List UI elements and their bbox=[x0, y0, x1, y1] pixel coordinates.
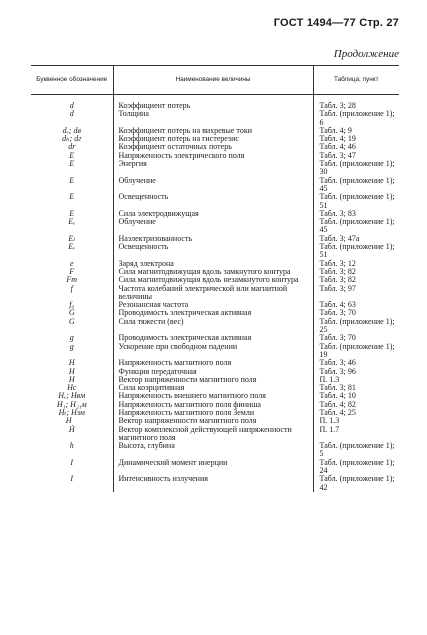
symbol-cell: f₀ bbox=[31, 301, 113, 309]
symbol-cell: H₁; H₂₁м bbox=[31, 401, 113, 409]
ref-cell: Табл. 4; 9 bbox=[319, 125, 352, 135]
symbol-cell: E bbox=[31, 152, 113, 160]
table-row bbox=[31, 243, 399, 260]
ref-cell: Табл. 4; 46 bbox=[319, 142, 356, 152]
name-cell: Коэффициент потерь bbox=[113, 95, 313, 111]
ref-cell: Табл. (приложение 1); 6 bbox=[319, 109, 395, 127]
ref-cell: Табл. 3; 83 bbox=[319, 208, 356, 218]
name-cell: Сила электродвижущая bbox=[113, 210, 313, 218]
name-cell: Напряженность магнитного поля Земли bbox=[113, 409, 313, 417]
symbol-cell: E bbox=[31, 193, 113, 210]
symbol-cell: d bbox=[31, 95, 113, 111]
name-cell: Вектор комплексной действующей напряженности магнитного поля bbox=[113, 426, 313, 443]
ref-cell: Табл. (приложение 1); 25 bbox=[319, 316, 395, 335]
ref-cell: Табл. 3; 12 bbox=[319, 258, 356, 268]
symbol-cell: F bbox=[31, 268, 113, 276]
column-header-name: Наименование величины bbox=[113, 66, 313, 95]
name-cell: Высота, глубина bbox=[113, 442, 313, 459]
ref-cell: Табл. (приложение 1); 24 bbox=[319, 457, 395, 476]
symbol-cell: Hc bbox=[31, 384, 113, 392]
table-row bbox=[31, 95, 399, 111]
symbol-cell: dₕ; dг bbox=[31, 135, 113, 143]
table-row bbox=[31, 110, 399, 127]
name-cell: Резонансная частота bbox=[113, 301, 313, 309]
ref-cell: Табл. (приложение 1); 45 bbox=[319, 175, 395, 193]
symbol-cell: Eₑ bbox=[31, 218, 113, 235]
table-row bbox=[31, 318, 399, 335]
ref-cell: Табл. 4; 25 bbox=[319, 407, 356, 417]
symbol-cell: Ḣ bbox=[31, 426, 113, 443]
name-cell: Интенсивность излучения bbox=[113, 475, 313, 492]
ref-cell: Табл. 4; 19 bbox=[319, 134, 356, 144]
symbol-cell: E bbox=[31, 160, 113, 177]
symbol-cell: H⃗ bbox=[31, 417, 113, 425]
symbol-cell: H bbox=[31, 376, 113, 384]
ref-cell: Табл. 4; 63 bbox=[319, 300, 356, 310]
name-cell: Толщина bbox=[113, 110, 313, 127]
ref-cell: Табл. 3; 97 bbox=[319, 283, 356, 293]
symbol-cell: e bbox=[31, 260, 113, 268]
name-cell: Проводимость электрическая активная bbox=[113, 309, 313, 317]
ref-cell: Табл. 3; 28 bbox=[319, 101, 356, 110]
name-cell: Проводимость электрическая активная bbox=[113, 334, 313, 342]
name-cell: Коэффициент потерь на гистерезис bbox=[113, 135, 313, 143]
name-cell: Частота колебаний электрической или магнитной величины bbox=[113, 285, 313, 302]
name-cell: Функция передаточная bbox=[113, 368, 313, 376]
ref-cell: П. 1.3 bbox=[319, 416, 340, 426]
ref-cell: Табл. 3; 82 bbox=[319, 266, 356, 276]
symbol-cell: H bbox=[31, 359, 113, 367]
name-cell: Сила магнитодвижущая вдоль незамкнутого контура bbox=[113, 276, 313, 284]
name-cell: Коэффициент потерь на вихревые токи bbox=[113, 127, 313, 135]
ref-cell: П. 1.3 bbox=[319, 374, 340, 384]
table-header-row bbox=[31, 66, 399, 95]
symbol-cell: dᵥ; dв bbox=[31, 127, 113, 135]
name-cell: Динамический момент инерции bbox=[113, 459, 313, 476]
ref-cell: Табл. (приложение 1); 51 bbox=[319, 192, 395, 210]
ref-cell: Табл. (приложение 1); 51 bbox=[319, 242, 395, 260]
ref-cell: Табл. (приложение 1); 42 bbox=[319, 474, 395, 492]
symbol-cell: E bbox=[31, 210, 113, 218]
name-cell: Энергия bbox=[113, 160, 313, 177]
name-cell: Наэлектризованность bbox=[113, 235, 313, 243]
table-row bbox=[31, 177, 399, 194]
ref-cell: Табл. 3; 81 bbox=[319, 383, 356, 393]
ref-cell: Табл. 3; 70 bbox=[319, 333, 356, 343]
symbol-cell: f bbox=[31, 285, 113, 302]
name-cell: Вектор напряженности магнитного поля bbox=[113, 376, 313, 384]
symbol-cell: G bbox=[31, 318, 113, 335]
table-row bbox=[31, 475, 399, 492]
ref-cell: Табл. (приложение 1); 5 bbox=[319, 441, 395, 459]
symbol-cell: g bbox=[31, 343, 113, 360]
symbol-cell: d bbox=[31, 110, 113, 127]
name-cell: Ускорение при свободном падении bbox=[113, 343, 313, 360]
name-cell: Напряженность внешнего магнитного поля bbox=[113, 392, 313, 400]
ref-cell: Табл. 3; 82 bbox=[319, 275, 356, 285]
name-cell: Вектор напряженности магнитного поля bbox=[113, 417, 313, 425]
ref-cell: Табл. (приложение 1); 19 bbox=[319, 341, 395, 359]
ref-cell: Табл. 3; 70 bbox=[319, 308, 356, 318]
symbols-table bbox=[31, 65, 399, 492]
ref-cell: Табл. 3; 46 bbox=[319, 358, 356, 368]
symbol-cell: I bbox=[31, 459, 113, 476]
ref-cell: Табл. 4; 10 bbox=[319, 391, 356, 401]
table-row bbox=[31, 459, 399, 476]
name-cell: Коэффициент остаточных потерь bbox=[113, 143, 313, 151]
name-cell: Сила магнитодвижущая вдоль замкнутого контура bbox=[113, 268, 313, 276]
name-cell: Напряженность электрического поля bbox=[113, 152, 313, 160]
name-cell: Напряженность магнитного поля bbox=[113, 359, 313, 367]
symbol-cell: Eᵥ bbox=[31, 243, 113, 260]
name-cell: Облучение bbox=[113, 177, 313, 194]
column-header-ref: Таблица; пункт bbox=[313, 66, 399, 95]
ref-cell: Табл. 4; 82 bbox=[319, 399, 356, 409]
name-cell: Освещенность bbox=[113, 243, 313, 260]
name-cell: Освещенность bbox=[113, 193, 313, 210]
table-row bbox=[31, 426, 399, 443]
symbol-cell: Fm bbox=[31, 276, 113, 284]
ref-cell: Табл. (приложение 1); 45 bbox=[319, 217, 395, 235]
symbol-cell: E bbox=[31, 177, 113, 194]
symbol-cell: I bbox=[31, 475, 113, 492]
table-row bbox=[31, 218, 399, 235]
name-cell: Сила тяжести (вес) bbox=[113, 318, 313, 335]
ref-cell: Табл. 3; 47а bbox=[319, 233, 360, 243]
symbol-cell: Hₑ; Hвм bbox=[31, 392, 113, 400]
symbol-cell: g bbox=[31, 334, 113, 342]
table-row bbox=[31, 160, 399, 177]
continued-label: Продолжение bbox=[333, 48, 399, 60]
table-row bbox=[31, 442, 399, 459]
name-cell: Напряженность магнитного поля финиша bbox=[113, 401, 313, 409]
symbol-cell: Eₗ bbox=[31, 235, 113, 243]
table-row bbox=[31, 285, 399, 302]
ref-cell: Табл. 3; 96 bbox=[319, 366, 356, 376]
ref-cell: Табл. 3; 47 bbox=[319, 150, 356, 160]
page-header: ГОСТ 1494—77 Стр. 27 bbox=[273, 17, 399, 29]
name-cell: Сила коэрцитивная bbox=[113, 384, 313, 392]
table-body bbox=[31, 95, 399, 492]
name-cell: Заряд электрона bbox=[113, 260, 313, 268]
symbol-cell: dr bbox=[31, 143, 113, 151]
ref-cell: Табл. (приложение 1); 30 bbox=[319, 159, 395, 177]
symbol-cell: H bbox=[31, 368, 113, 376]
ref-cell: П. 1.7 bbox=[319, 424, 340, 434]
table-row bbox=[31, 343, 399, 360]
symbol-cell: Hₜ; Hзм bbox=[31, 409, 113, 417]
column-header-symbol: Буквенное обозначение bbox=[31, 66, 113, 95]
symbol-cell: G bbox=[31, 309, 113, 317]
symbol-cell: h bbox=[31, 442, 113, 459]
table-row bbox=[31, 193, 399, 210]
name-cell: Облучение bbox=[113, 218, 313, 235]
